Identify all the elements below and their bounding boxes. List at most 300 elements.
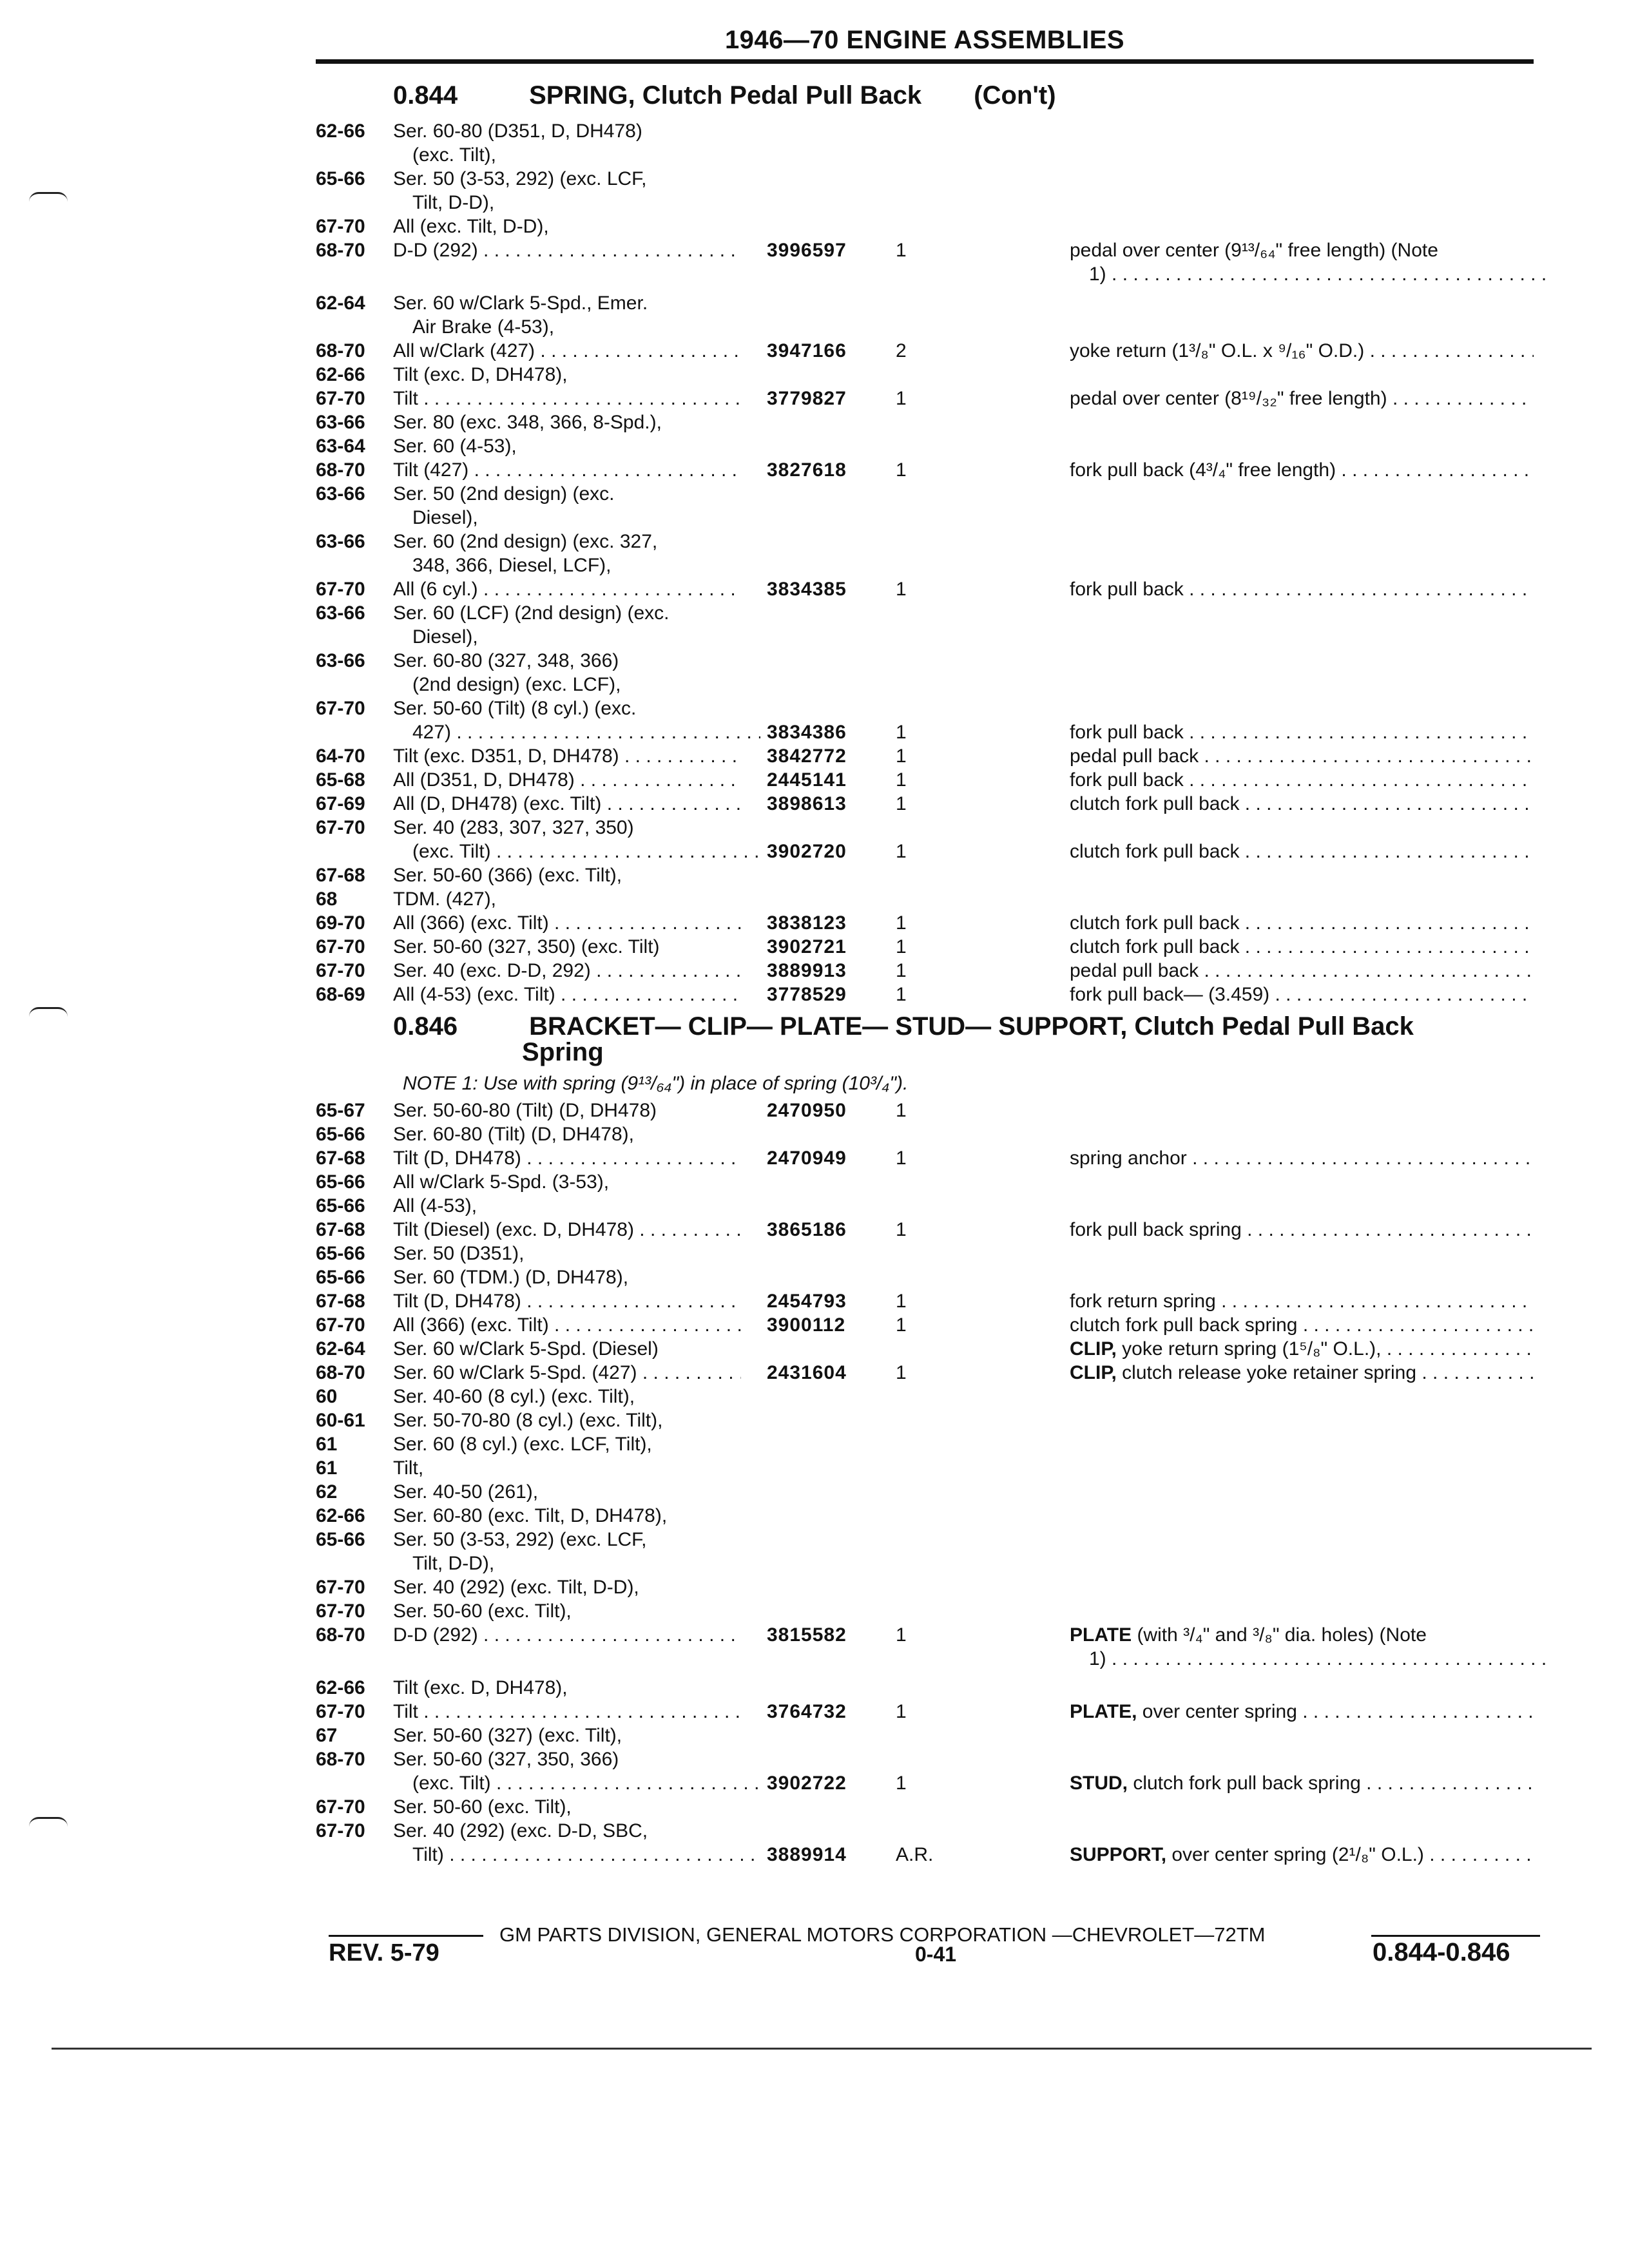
- application: [393, 119, 741, 143]
- footer-org: GM PARTS DIVISION, GENERAL MOTORS CORPORATION —CHEVROLET—72TM: [499, 1923, 1266, 1946]
- part-number: 3815582: [767, 1624, 847, 1646]
- year-range: 67-68: [316, 1219, 365, 1240]
- application: [393, 434, 741, 458]
- part-number: 3834385: [767, 579, 847, 600]
- application-text: All (366) (exc. Tilt): [393, 1314, 549, 1336]
- description: [1070, 959, 1534, 983]
- application: [393, 1504, 741, 1528]
- application-text: Ser. 50 (2nd design) (exc.: [393, 483, 615, 505]
- year-range: 68-70: [316, 1624, 365, 1646]
- description: [1070, 720, 1534, 744]
- description-text: 1): [1089, 1648, 1106, 1669]
- application-text: Ser. 60 w/Clark 5-Spd. (Diesel): [393, 1338, 659, 1360]
- application-text: Ser. 60 w/Clark 5-Spd. (427): [393, 1362, 637, 1383]
- description-text: clutch fork pull back spring: [1128, 1773, 1361, 1794]
- application: [393, 1265, 741, 1289]
- table-row: [0, 1599, 1629, 1623]
- application: [393, 1724, 741, 1747]
- application-text: All (366) (exc. Tilt): [393, 912, 549, 934]
- year-range: 62: [316, 1481, 338, 1503]
- application-text: All (exc. Tilt, D-D),: [393, 216, 549, 237]
- table-row: [0, 649, 1629, 673]
- table-row: [0, 1218, 1629, 1242]
- quantity: 1: [896, 745, 907, 767]
- description: [1070, 387, 1534, 410]
- application-text: Ser. 50 (3-53, 292) (exc. LCF,: [393, 168, 647, 189]
- year-range: 64-70: [316, 745, 365, 767]
- table-row: [0, 167, 1629, 191]
- application-text: Ser. 80 (exc. 348, 366, 8-Spd.),: [393, 412, 662, 433]
- table-row: [0, 577, 1629, 601]
- description: [1070, 1146, 1534, 1170]
- application: [393, 482, 741, 506]
- table-row: [0, 191, 1629, 215]
- quantity: 1: [896, 459, 907, 481]
- table-row: [0, 1385, 1629, 1408]
- application-text: All (4-53),: [393, 1195, 477, 1216]
- application-text: Ser. 50 (D351),: [393, 1243, 525, 1264]
- year-range: 67-70: [316, 216, 365, 237]
- application-text: Ser. 50-70-80 (8 cyl.) (exc. Tilt),: [393, 1410, 663, 1431]
- table-row: [0, 215, 1629, 238]
- application: [393, 816, 741, 840]
- application: [393, 1218, 741, 1242]
- table-row: [0, 1146, 1629, 1170]
- year-range: 62-64: [316, 1338, 365, 1360]
- year-range: 61: [316, 1457, 338, 1479]
- application-text: Tilt (D, DH478): [393, 1148, 521, 1169]
- table-row: [0, 1289, 1629, 1313]
- part-number: 2454793: [767, 1291, 847, 1312]
- table-row: [0, 315, 1629, 339]
- margin-mark: [29, 1817, 68, 1827]
- quantity: 1: [896, 960, 907, 981]
- year-range: 67-70: [316, 1796, 365, 1818]
- year-range: 65-66: [316, 1529, 365, 1550]
- table-row: [0, 625, 1629, 649]
- table-row: [0, 410, 1629, 434]
- application-text: Ser. 50-60 (327) (exc. Tilt),: [393, 1725, 622, 1746]
- application-text: Ser. 60 (TDM.) (D, DH478),: [393, 1267, 629, 1288]
- part-number: 2445141: [767, 769, 847, 791]
- application-text: Tilt): [412, 1844, 444, 1865]
- year-range: 68-69: [316, 984, 365, 1005]
- application-text: All w/Clark (427): [393, 340, 535, 361]
- application: [393, 339, 741, 363]
- description-text: fork pull back: [1070, 579, 1184, 600]
- part-number: 3778529: [767, 984, 847, 1005]
- page-title: 1946—70 ENGINE ASSEMBLIES: [724, 26, 1125, 54]
- revision: REV. 5-79: [329, 1939, 439, 1966]
- application: [393, 649, 741, 673]
- year-range: 67-70: [316, 960, 365, 981]
- part-number: 2470949: [767, 1148, 847, 1169]
- quantity: 1: [896, 936, 907, 957]
- table-row: [0, 1647, 1629, 1671]
- part-number: 2431604: [767, 1362, 847, 1383]
- year-range: 68-70: [316, 459, 365, 481]
- section-title: SPRING, Clutch Pedal Pull Back: [529, 81, 922, 110]
- part-number: 3889914: [767, 1844, 847, 1865]
- year-range: 67-70: [316, 1314, 365, 1336]
- table-row: [0, 697, 1629, 720]
- application: [393, 673, 760, 697]
- table-row: [0, 673, 1629, 697]
- part-number: 3996597: [767, 240, 847, 261]
- year-range: 65-66: [316, 1171, 365, 1193]
- application: [393, 1408, 741, 1432]
- table-row: [0, 1242, 1629, 1265]
- table-row: [0, 1504, 1629, 1528]
- application-text: Ser. 40 (exc. D-D, 292): [393, 960, 591, 981]
- quantity: 1: [896, 722, 907, 743]
- application: [393, 768, 741, 792]
- description: [1070, 1289, 1534, 1313]
- footer-rule-right: [1371, 1935, 1540, 1937]
- application-text: Ser. 60 (4-53),: [393, 436, 517, 457]
- section-number: 0.844: [393, 81, 458, 110]
- table-row: [0, 1361, 1629, 1385]
- application-text: Ser. 50-60 (exc. Tilt),: [393, 1600, 572, 1622]
- description: [1070, 1771, 1534, 1795]
- table-row: [0, 1528, 1629, 1552]
- application-text: Ser. 60 (LCF) (2nd design) (exc.: [393, 602, 670, 624]
- year-range: 65-66: [316, 1195, 365, 1216]
- quantity: 1: [896, 1773, 907, 1794]
- year-range: 65-66: [316, 1267, 365, 1288]
- quantity: A.R.: [896, 1844, 934, 1865]
- application-text: Tilt, D-D),: [412, 192, 495, 213]
- application-text: Tilt,: [393, 1457, 424, 1479]
- quantity: 1: [896, 1219, 907, 1240]
- table-row: [0, 143, 1629, 167]
- year-range: 67-70: [316, 1701, 365, 1722]
- application-text: Ser. 60-80 (D351, D, DH478): [393, 120, 642, 142]
- application-text: (exc. Tilt): [412, 1773, 491, 1794]
- table-row: [0, 291, 1629, 315]
- part-number: 3842772: [767, 745, 847, 767]
- part-number: 3889913: [767, 960, 847, 981]
- year-range: 68-70: [316, 340, 365, 361]
- quantity: 1: [896, 1291, 907, 1312]
- part-number: 3865186: [767, 1219, 847, 1240]
- application: [393, 143, 760, 167]
- part-number: 3902720: [767, 841, 847, 862]
- description: [1070, 1337, 1534, 1361]
- application-text: Ser. 60-80 (exc. Tilt, D, DH478),: [393, 1505, 668, 1526]
- application: [393, 506, 760, 530]
- application-text: (2nd design) (exc. LCF),: [412, 674, 621, 695]
- part-number: 3902722: [767, 1773, 847, 1794]
- table-row: [0, 119, 1629, 143]
- application: [393, 1771, 760, 1795]
- table-row: [0, 911, 1629, 935]
- table-row: [0, 434, 1629, 458]
- quantity: 1: [896, 769, 907, 791]
- year-range: 67-68: [316, 1291, 365, 1312]
- quantity: 1: [896, 1314, 907, 1336]
- description-keyword: CLIP,: [1070, 1338, 1117, 1360]
- description: [1070, 1623, 1534, 1647]
- year-range: 65-66: [316, 1243, 365, 1264]
- table-row: [0, 1771, 1629, 1795]
- margin-mark: [29, 1007, 68, 1017]
- description-text: over center spring: [1137, 1701, 1297, 1722]
- application-text: Ser. 60-80 (Tilt) (D, DH478),: [393, 1124, 634, 1145]
- part-number: 3900112: [767, 1314, 846, 1336]
- description-text: fork return spring: [1070, 1291, 1216, 1312]
- application-text: Ser. 50-60 (327, 350, 366): [393, 1749, 619, 1770]
- application: [393, 215, 741, 238]
- quantity: 1: [896, 388, 907, 409]
- table-row: [0, 768, 1629, 792]
- application-text: All (6 cyl.): [393, 579, 478, 600]
- section-suffix: (Con't): [974, 81, 1056, 110]
- application: [393, 458, 741, 482]
- quantity: 1: [896, 912, 907, 934]
- application: [393, 1843, 760, 1867]
- part-number: 3902721: [767, 936, 847, 957]
- table-row: [0, 458, 1629, 482]
- description: [1070, 768, 1534, 792]
- application: [393, 1289, 741, 1313]
- section-heading-0846: [393, 1014, 1414, 1065]
- application-text: Ser. 50-60 (exc. Tilt),: [393, 1796, 572, 1818]
- application: [393, 191, 760, 215]
- page-range: 0.844-0.846: [1373, 1938, 1510, 1966]
- table-row: [0, 1747, 1629, 1771]
- table-row: [0, 1843, 1629, 1867]
- application-text: (exc. Tilt),: [412, 144, 497, 166]
- year-range: 65-66: [316, 1124, 365, 1145]
- table-row: [0, 363, 1629, 387]
- description-text: clutch fork pull back: [1070, 841, 1240, 862]
- table-row: [0, 863, 1629, 887]
- section-title: BRACKET— CLIP— PLATE— STUD— SUPPORT, Clutch Pedal Pull Back: [529, 1012, 1414, 1041]
- part-number: 3779827: [767, 388, 847, 409]
- part-number: 3898613: [767, 793, 847, 814]
- application: [393, 410, 741, 434]
- description: [1070, 1218, 1534, 1242]
- description-text: yoke return (1³/₈" O.L. x ⁹/₁₆" O.D.): [1070, 340, 1365, 361]
- table-row: [0, 720, 1629, 744]
- section-title-line2: Spring: [522, 1038, 604, 1066]
- bottom-rule: [52, 2048, 1592, 2050]
- description: [1070, 238, 1534, 262]
- table-row: [0, 1623, 1629, 1647]
- application-text: All (4-53) (exc. Tilt): [393, 984, 555, 1005]
- table-row: [0, 1408, 1629, 1432]
- application: [393, 1528, 741, 1552]
- application: [393, 553, 760, 577]
- year-range: 63-64: [316, 436, 365, 457]
- quantity: 1: [896, 1148, 907, 1169]
- application-text: Ser. 60-80 (327, 348, 366): [393, 650, 619, 671]
- application: [393, 387, 741, 410]
- description-keyword: PLATE,: [1070, 1701, 1137, 1722]
- description-text: clutch fork pull back: [1070, 912, 1240, 934]
- table-row: [0, 1456, 1629, 1480]
- application-text: Ser. 40-60 (8 cyl.) (exc. Tilt),: [393, 1386, 635, 1407]
- year-range: 63-66: [316, 650, 365, 671]
- year-range: 68-70: [316, 1749, 365, 1770]
- year-range: 67-69: [316, 793, 365, 814]
- application: [393, 744, 741, 768]
- table-row: [0, 1575, 1629, 1599]
- application: [393, 1385, 741, 1408]
- quantity: 1: [896, 1100, 907, 1121]
- table-row: [0, 1480, 1629, 1504]
- year-range: 62-66: [316, 1505, 365, 1526]
- description-keyword: PLATE: [1070, 1624, 1132, 1646]
- description-text: fork pull back: [1070, 769, 1184, 791]
- application-text: Ser. 40 (292) (exc. D-D, SBC,: [393, 1820, 648, 1841]
- application-text: Ser. 60 (2nd design) (exc. 327,: [393, 531, 658, 552]
- year-range: 67-68: [316, 865, 365, 886]
- year-range: 63-66: [316, 412, 365, 433]
- year-range: 67-68: [316, 1148, 365, 1169]
- application-text: Tilt (exc. D, DH478),: [393, 364, 568, 385]
- description-text: yoke return spring (1⁵/₈" O.L.),: [1116, 1338, 1382, 1360]
- application: [393, 1313, 741, 1337]
- application: [393, 887, 741, 911]
- application: [393, 1146, 741, 1170]
- table-row: [0, 792, 1629, 816]
- page-number: 0-41: [915, 1943, 957, 1966]
- description: [1070, 911, 1534, 935]
- section-number: 0.846: [393, 1012, 458, 1041]
- table-row: [0, 1724, 1629, 1747]
- application: [393, 697, 741, 720]
- application-text: (exc. Tilt): [412, 841, 491, 862]
- application-text: Ser. 50-60 (Tilt) (8 cyl.) (exc.: [393, 698, 637, 719]
- description-text: fork pull back (4³/₄" free length): [1070, 459, 1336, 481]
- year-range: 67-70: [316, 388, 365, 409]
- description-text: fork pull back spring: [1070, 1219, 1242, 1240]
- application-text: Ser. 50-60 (366) (exc. Tilt),: [393, 865, 622, 886]
- table-row: [0, 1676, 1629, 1700]
- application: [393, 792, 741, 816]
- application: [393, 1242, 741, 1265]
- year-range: 63-66: [316, 483, 365, 505]
- description: [1070, 935, 1534, 959]
- table-row: [0, 1700, 1629, 1724]
- footer-rule-left: [329, 1935, 483, 1937]
- application-text: Ser. 50 (3-53, 292) (exc. LCF,: [393, 1529, 647, 1550]
- quantity: 1: [896, 1701, 907, 1722]
- description: [1070, 840, 1534, 863]
- description: [1070, 1647, 1553, 1671]
- quantity: 1: [896, 1362, 907, 1383]
- application: [393, 625, 760, 649]
- description-text: fork pull back— (3.459): [1070, 984, 1270, 1005]
- application: [393, 601, 741, 625]
- application: [393, 720, 760, 744]
- year-range: 60: [316, 1386, 338, 1407]
- application: [393, 1170, 741, 1194]
- application: [393, 863, 741, 887]
- quantity: 1: [896, 984, 907, 1005]
- application-text: Tilt (exc. D351, D, DH478): [393, 745, 619, 767]
- part-number: 3834386: [767, 722, 847, 743]
- application: [393, 1575, 741, 1599]
- year-range: 62-66: [316, 1677, 365, 1698]
- year-range: 65-67: [316, 1100, 365, 1121]
- application-text: Tilt (exc. D, DH478),: [393, 1677, 568, 1698]
- application: [393, 983, 741, 1006]
- table-row: [0, 553, 1629, 577]
- description-text: pedal over center (8¹⁹/₃₂" free length): [1070, 388, 1387, 409]
- application-text: Tilt: [393, 388, 418, 409]
- application-text: Tilt, D-D),: [412, 1553, 495, 1574]
- description-keyword: STUD,: [1070, 1773, 1128, 1794]
- application: [393, 1480, 741, 1504]
- application: [393, 1676, 741, 1700]
- application-text: Tilt (427): [393, 459, 469, 481]
- table-row: [0, 887, 1629, 911]
- part-number: 3764732: [767, 1701, 847, 1722]
- year-range: 67-70: [316, 1577, 365, 1598]
- year-range: 63-66: [316, 602, 365, 624]
- table-row: [0, 959, 1629, 983]
- table-row: [0, 530, 1629, 553]
- application: [393, 959, 741, 983]
- year-range: 62-64: [316, 293, 365, 314]
- year-range: 67-70: [316, 698, 365, 719]
- application: [393, 1337, 741, 1361]
- description-keyword: SUPPORT,: [1070, 1844, 1167, 1865]
- application: [393, 911, 741, 935]
- table-row: [0, 1313, 1629, 1337]
- application-text: Air Brake (4-53),: [412, 316, 555, 338]
- application-text: Ser. 50-60-80 (Tilt) (D, DH478): [393, 1100, 657, 1121]
- year-range: 62-66: [316, 364, 365, 385]
- application-text: Diesel),: [412, 507, 478, 528]
- year-range: 67-70: [316, 1600, 365, 1622]
- application: [393, 1700, 741, 1724]
- table-row: [0, 1337, 1629, 1361]
- table-row: [0, 506, 1629, 530]
- table-row: [0, 1170, 1629, 1194]
- application-text: Tilt: [393, 1701, 418, 1722]
- year-range: 65-66: [316, 168, 365, 189]
- description: [1070, 1843, 1534, 1867]
- table-row: [0, 983, 1629, 1006]
- application-text: All w/Clark 5-Spd. (3-53),: [393, 1171, 610, 1193]
- year-range: 67-70: [316, 579, 365, 600]
- year-range: 69-70: [316, 912, 365, 934]
- quantity: 1: [896, 793, 907, 814]
- quantity: 2: [896, 340, 907, 361]
- table-row: [0, 1795, 1629, 1819]
- table-row: [0, 387, 1629, 410]
- part-number: 2470950: [767, 1100, 847, 1121]
- year-range: 62-66: [316, 120, 365, 142]
- year-range: 61: [316, 1434, 338, 1455]
- table-row: [0, 339, 1629, 363]
- application: [393, 1552, 760, 1575]
- page-header: [316, 0, 1534, 64]
- description: [1070, 1361, 1534, 1385]
- part-number: 3827618: [767, 459, 847, 481]
- application-text: 427): [412, 722, 452, 743]
- application-text: D-D (292): [393, 240, 478, 261]
- description: [1070, 1700, 1534, 1724]
- year-range: 68-70: [316, 1362, 365, 1383]
- application-text: Ser. 40-50 (261),: [393, 1481, 539, 1503]
- application: [393, 1456, 741, 1480]
- year-range: 60-61: [316, 1410, 365, 1431]
